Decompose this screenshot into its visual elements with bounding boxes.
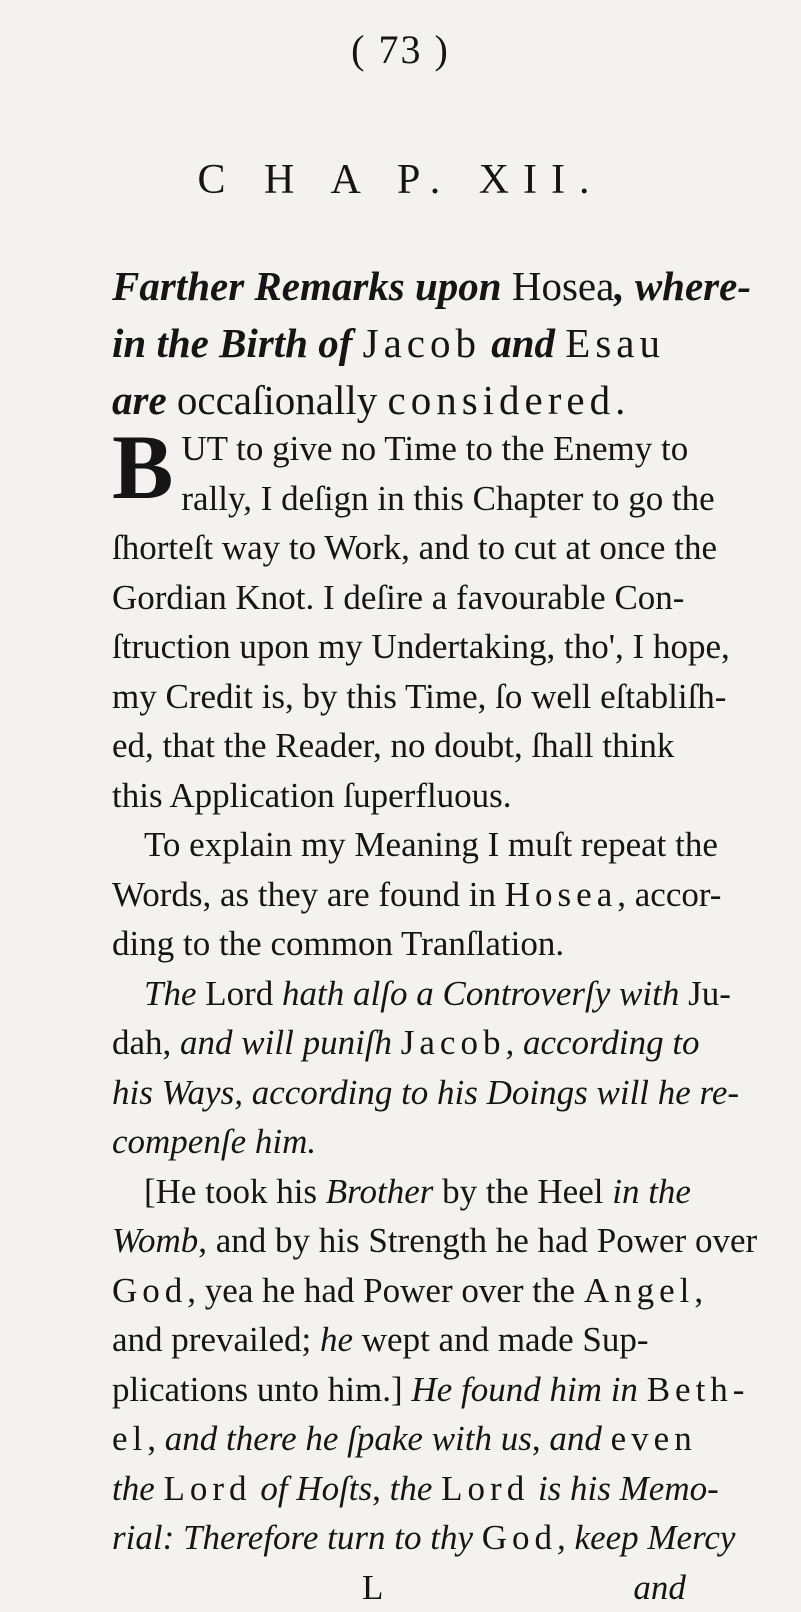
text-run: Lord (197, 974, 283, 1013)
text-run: the (390, 1469, 442, 1508)
text-run: and there he ſpake with us (165, 1419, 532, 1458)
subtitle-name: Hosea (512, 263, 614, 309)
signature-mark: L (362, 1563, 383, 1612)
chapter-heading: C H A P. XII. (0, 156, 801, 204)
text-line (112, 1018, 752, 1068)
text-run: , (694, 1271, 703, 1310)
text-line (112, 1068, 752, 1118)
text-run: [He took his (144, 1172, 326, 1211)
text-line: my Credit is, by this Time, ſo well eſtabliſh- (112, 672, 752, 722)
text-run: , yea he had Power over the (187, 1271, 584, 1310)
text-run: The (144, 974, 197, 1013)
text-run: el (112, 1419, 147, 1458)
text-run: in the (612, 1172, 691, 1211)
text-run: and prevailed; (112, 1320, 320, 1359)
text-line: ding to the common Tranſlation. (112, 919, 752, 969)
subtitle-line (112, 372, 752, 429)
text-line: ſhorteſt way to Work, and to cut at once the (112, 523, 752, 573)
text-line (112, 1266, 752, 1316)
subtitle-line (112, 258, 752, 315)
drop-cap: B (112, 428, 173, 506)
text-run: , (532, 1419, 550, 1458)
text-run: , keep Mercy (557, 1518, 735, 1557)
text-run: , (372, 1469, 390, 1508)
text-line: To explain my Meaning I muſt repeat the (112, 820, 752, 870)
page-number: ( 73 ) (0, 26, 801, 73)
text-run: of Hoſts (252, 1469, 373, 1508)
text-run: is his Memo- (529, 1469, 719, 1508)
text-run: He found him in (411, 1370, 646, 1409)
text-run: plications unto him.] (112, 1370, 411, 1409)
text-line: ſtruction upon my Undertaking, tho', I hope, (112, 622, 752, 672)
text-line (112, 1513, 752, 1563)
subtitle-name: Esau (565, 320, 665, 366)
subtitle-text: in the Birth of (112, 320, 363, 366)
subtitle-name: Jacob (363, 320, 481, 366)
text-run: , (147, 1419, 165, 1458)
signature-row (112, 1563, 752, 1612)
text-line (112, 1167, 752, 1217)
text-run: Angel (584, 1271, 695, 1310)
body-text (112, 424, 752, 1612)
text-run: Beth- (647, 1370, 750, 1409)
text-run: Brother (326, 1172, 434, 1211)
subtitle-text: are (112, 377, 177, 423)
text-run: , accor- (617, 875, 721, 914)
text-run: Lord (164, 1469, 252, 1508)
text-run: he (320, 1320, 353, 1359)
chapter-subtitle (112, 258, 752, 429)
text-line: Gordian Knot. I deſire a favourable Con- (112, 573, 752, 623)
text-run: , and by his Strength he had Power over (198, 1221, 757, 1260)
text-run: and (549, 1419, 610, 1458)
text-line (112, 1414, 752, 1464)
subtitle-text: and (481, 320, 565, 366)
subtitle-text: , where- (614, 263, 751, 309)
text-line (112, 870, 752, 920)
text-line: rally, I deſign in this Chapter to go the (112, 474, 752, 524)
text-run: wept and made Sup- (353, 1320, 648, 1359)
text-run: Lord (441, 1469, 529, 1508)
text-run: by the Heel (433, 1172, 612, 1211)
text-line (112, 1315, 752, 1365)
subtitle-text: Farther Remarks upon (112, 263, 512, 309)
text-run: Words, as they are found in (112, 875, 505, 914)
text-run: Hosea (505, 875, 617, 914)
subtitle-text: considered. (388, 377, 631, 423)
text-line (112, 1216, 752, 1266)
text-line (112, 1464, 752, 1514)
text-run: rial: Therefore turn to thy (112, 1518, 482, 1557)
text-run: hath alſo a Controverſy with (282, 974, 688, 1013)
text-line: this Application ſuperfluous. (112, 771, 752, 821)
text-run: dah, (112, 1023, 180, 1062)
text-line: ed, that the Reader, no doubt, ſhall think (112, 721, 752, 771)
text-line: UT to give no Time to the Enemy to (112, 424, 752, 474)
text-run: , according to his Doings will he re- (234, 1073, 739, 1112)
text-run: even (611, 1419, 697, 1458)
text-run: , according to (505, 1023, 699, 1062)
text-run: and will puniſh (180, 1023, 401, 1062)
subtitle-line (112, 315, 752, 372)
text-line (112, 969, 752, 1019)
text-line: compenſe him. (112, 1117, 752, 1167)
text-run: Ju- (688, 974, 731, 1013)
catchword: and (633, 1563, 686, 1612)
text-run: Jacob (401, 1023, 506, 1062)
text-run: God (482, 1518, 557, 1557)
text-run: Womb (112, 1221, 198, 1260)
text-run: the (112, 1469, 164, 1508)
text-run: God (112, 1271, 187, 1310)
text-run: his Ways (112, 1073, 234, 1112)
subtitle-text: occaſionally (177, 377, 388, 423)
